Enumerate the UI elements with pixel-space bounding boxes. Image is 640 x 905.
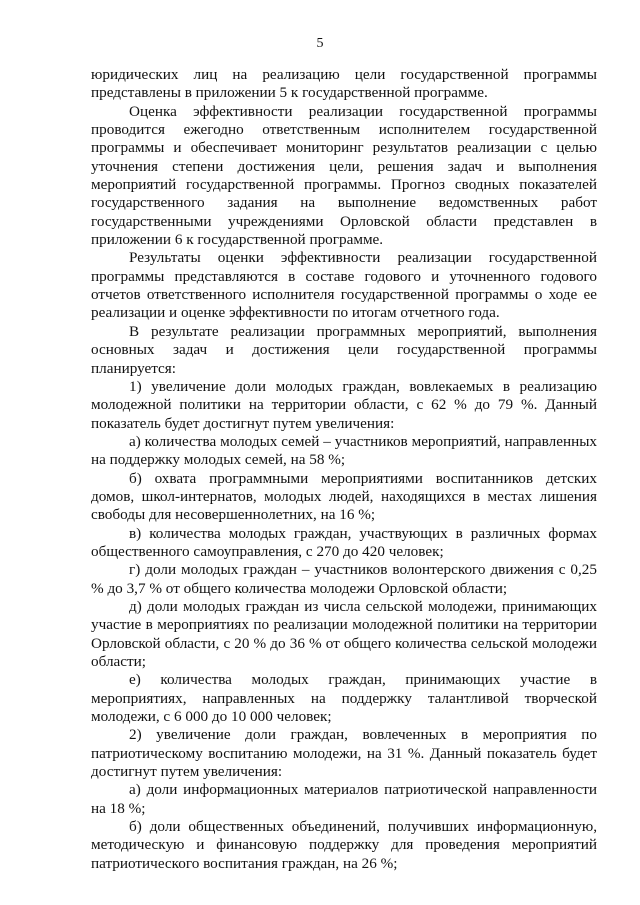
paragraph: а) количества молодых семей – участников мероприятий, направленных на поддержку молодых семей, на 58 %; <box>91 432 597 469</box>
document-body <box>91 66 597 873</box>
paragraph: а) доли информационных материалов патриотической направленности на 18 %; <box>91 781 597 817</box>
paragraph: д) доли молодых граждан из числа сельской молодежи, принимающих участие в мероприятиях по реализации молодежной политики на территории Орловской области, с 20 % до 36 % от общего количества сельской молодежи области; <box>91 597 597 670</box>
paragraph: В результате реализации программных мероприятий, выполнения основных задач и достижения цели государственной программы планируется: <box>91 322 597 377</box>
paragraph: б) доли общественных объединений, получивших информационную, методическую и финансовую поддержку для проведения мероприятий патриотического воспитания граждан, на 26 %; <box>91 818 597 872</box>
paragraph: б) охвата программными мероприятиями воспитанников детских домов, школ-интернатов, молодых людей, находящихся в местах лишения свободы для несовершеннолетних, на 16 %; <box>91 469 597 524</box>
paragraph: юридических лиц на реализацию цели государственной программы представлены в приложении 5 к государственной программе. <box>91 66 597 102</box>
paragraph: Оценка эффективности реализации государственной программы проводится ежегодно ответственным исполнителем государственной программы и обеспечивает мониторинг результатов реализации с целью уточнения степени достижения цели, решения задач и выполнения мероприятий государственной программы. Прогноз сводных показателей государственного задания на выполнение ведомственных работ государственными учреждениями Орловской области представлен в приложении 6 к государственной программе. <box>91 102 597 249</box>
page-number: 5 <box>316 36 324 51</box>
paragraph: 1) увеличение доли молодых граждан, вовлекаемых в реализацию молодежной политики на территории области, с 62 % до 79 %. Данный показатель будет достигнут путем увеличения: <box>91 377 597 432</box>
paragraph: е) количества молодых граждан, принимающих участие в мероприятиях, направленных на поддержку талантливой творческой молодежи, с 6 000 до 10 000 человек; <box>91 671 597 726</box>
paragraph: г) доли молодых граждан – участников волонтерского движения с 0,25 % до 3,7 % от общего количества молодежи Орловской области; <box>91 561 597 597</box>
paragraph: 2) увеличение доли граждан, вовлеченных в мероприятия по патриотическому воспитанию молодежи, на 31 %. Данный показатель будет достигнут путем увеличения: <box>91 726 597 781</box>
paragraph: в) количества молодых граждан, участвующих в различных формах общественного самоуправления, с 270 до 420 человек; <box>91 524 597 560</box>
paragraph: Результаты оценки эффективности реализации государственной программы представляются в составе годового и уточненного годового отчетов ответственного исполнителя государственной программы о ходе ее реализации и оценке эффективности по итогам отчетного года. <box>91 249 597 322</box>
